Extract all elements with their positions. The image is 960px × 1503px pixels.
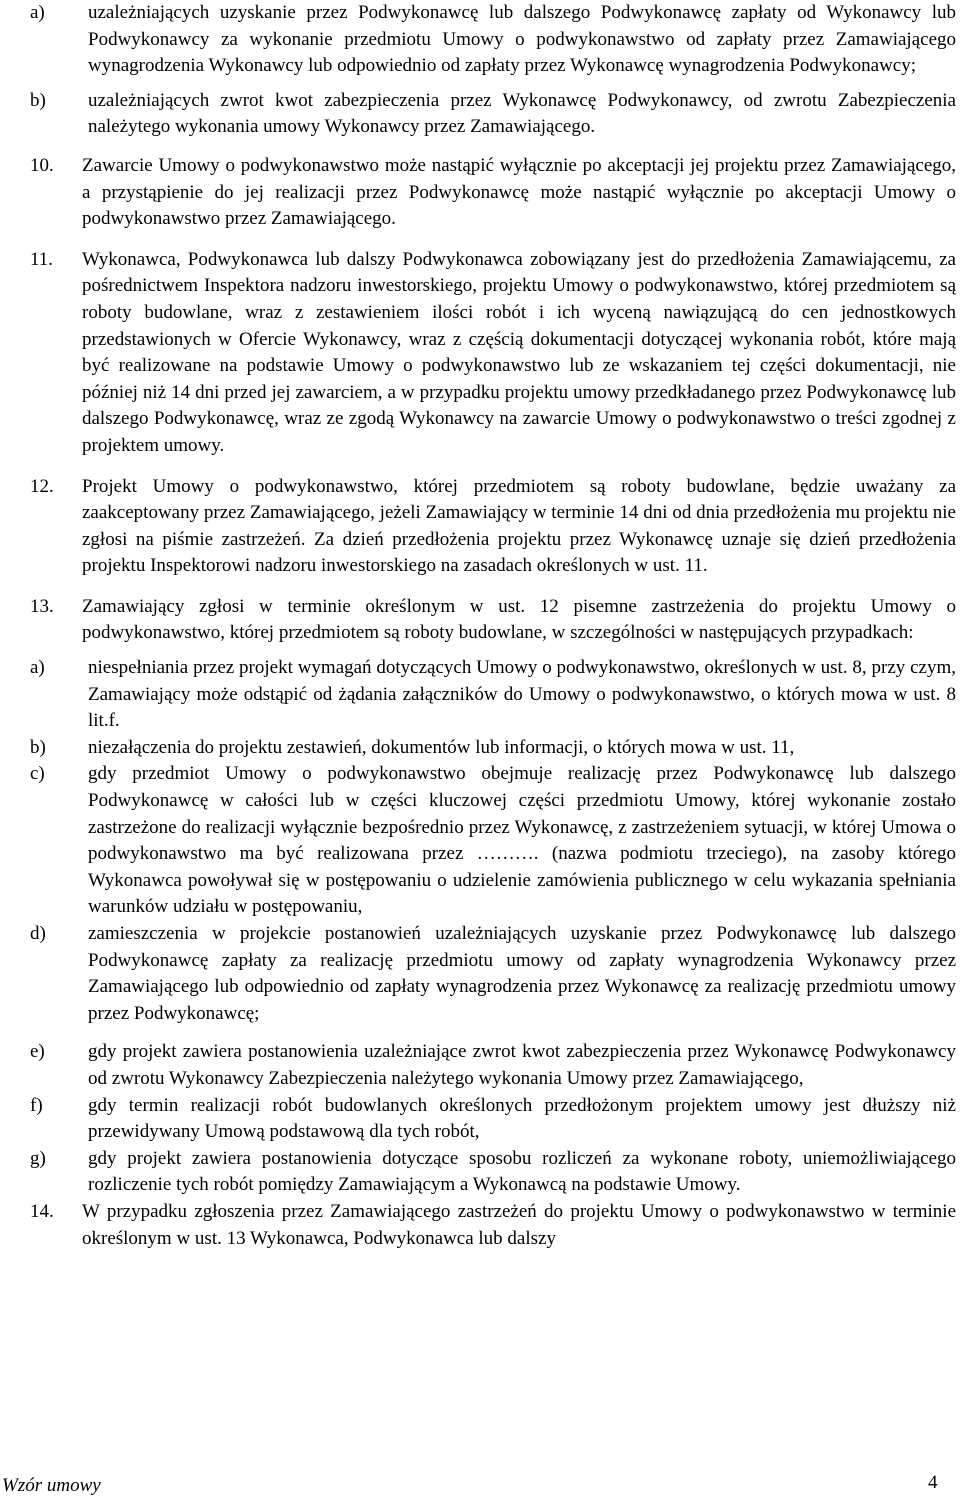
numbered-paragraph — [30, 474, 956, 580]
item-marker: d) — [30, 923, 46, 944]
footer-document-label: Wzór umowy — [2, 1475, 101, 1496]
item-text: gdy termin realizacji robót budowlanych określonych przedłożonym projektem umowy jest dłuższy niż przewidywany Umową podstawową dla tych robót, — [88, 1094, 956, 1143]
paragraph-text: Wykonawca, Podwykonawca lub dalszy Podwykonawca zobowiązany jest do przedłożenia Zamawiającemu, za pośrednictwem Inspektora nadzoru inwestorskiego, projektu Umowy o podwykonawstwo, której przedmiotem są roboty budowlane, wraz z zestawieniem ilości robót i ich wyceną nawiązującą do cen jednostkowych przedstawionych w Ofercie Wykonawcy, wraz z częścią dokumentacji dotyczącej wykonania robót, które mają być realizowane na podstawie Umowy o podwykonawstwo lub ze wskazaniem tej części dokumentacji, nie później niż 14 dni przed jej zawarciem, a w przypadku projektu umowy przedkładanego przez Podwykonawcę lub dalszego Podwykonawcę, wraz ze zgodą Wykonawcy na zawarcie Umowy o podwykonawstwo o treści zgodnej z projektem umowy. — [82, 248, 956, 456]
paragraph-number: 12. — [30, 475, 54, 497]
list-item — [30, 1146, 956, 1199]
page-content — [30, 0, 956, 1252]
paragraph-text: Projekt Umowy o podwykonawstwo, której przedmiotem są roboty budowlane, będzie uważany za zaakceptowany przez Zamawiającego, jeżeli Zamawiający w terminie 14 dni od dnia przedłożenia mu projektu nie zgłosi na piśmie zastrzeżeń. Za dzień przedłożenia projektu przez Wykonawcę uznaje się dzień przedłożenia projektu Inspektorowi nadzoru inwestorskiego na zasadach określonych w ust. 11. — [82, 475, 956, 577]
item-text: gdy przedmiot Umowy o podwykonawstwo obejmuje realizację przez Podwykonawcę lub dalszego Podwykonawcę w całości lub w części kluczowej części przedmiotu Umowy, której wykonanie zostało zastrzeżone do realizacji wyłącznie bezpośrednio przez Wykonawcę, z zastrzeżeniem sytuacji, w której Umowa o podwykonawstwo ma być realizowana przez ………. (nazwa podmiotu trzeciego), na zasoby którego Wykonawca powoływał się w postępowaniu o udzielenie zamówienia publicznego w celu wykazania spełniania warunków udziału w postępowaniu, — [88, 763, 956, 918]
item-text: gdy projekt zawiera postanowienia dotyczące sposobu rozliczeń za wykonane roboty, uniemożliwiającego rozliczenie tych robót pomiędzy Zamawiającym a Wykonawcą na podstawie Umowy. — [88, 1147, 956, 1196]
item-marker: c) — [30, 763, 45, 785]
item-marker: a) — [30, 657, 45, 679]
list-item — [30, 921, 956, 1027]
list-item — [30, 88, 956, 141]
list-item — [30, 655, 956, 735]
item-marker: e) — [30, 1041, 45, 1063]
paragraph-number: 13. — [30, 595, 54, 617]
paragraph-number: 11. — [30, 248, 54, 270]
list-item — [30, 1093, 956, 1146]
paragraph-number: 14. — [30, 1200, 54, 1222]
item-text: zamieszczenia w projekcie postanowień uzależniających uzyskanie przez Podwykonawcę lub dalszego Podwykonawcę zapłaty za realizację przedmiotu umowy od zapłaty wynagrodzenia Wykonawcy przez Zamawiającego lub odpowiednio od zapłaty wynagrodzenia przez Wykonawcę za realizację przedmiotu umowy przez Podwykonawcę; — [88, 923, 956, 1024]
item-text: gdy projekt zawiera postanowienia uzależniające zwrot kwot zabezpieczenia przez Wykonawcę Podwykonawcy od zwrotu Wykonawcy Zabezpieczenia należytego wykonania Umowy przez Zamawiającego, — [88, 1041, 956, 1089]
item-marker: a) — [30, 2, 45, 23]
page-number: 4 — [928, 1472, 938, 1493]
paragraph-text: Zamawiający zgłosi w terminie określonym w ust. 12 pisemne zastrzeżenia do projektu Umowy o podwykonawstwo, której przedmiotem są roboty budowlane, w szczególności w następujących przypadkach: — [82, 595, 956, 644]
paragraph-number: 10. — [30, 154, 54, 176]
item-text: uzależniających uzyskanie przez Podwykonawcę lub dalszego Podwykonawcę zapłaty od Wykonawcy lub Podwykonawcy za wykonanie przedmiotu Umowy o podwykonawstwo od zapłaty przez Zamawiającego wynagrodzenia Wykonawcy lub odpowiednio od zapłaty przez Wykonawcę wynagrodzenia Podwykonawcy; — [88, 2, 956, 77]
list-item — [30, 735, 956, 762]
numbered-paragraph — [30, 1199, 956, 1252]
item-text: uzależniających zwrot kwot zabezpieczenia przez Wykonawcę Podwykonawcy, od zwrotu Zabezpieczenia należytego wykonania umowy Wykonawcy przez Zamawiającego. — [88, 89, 956, 138]
item-marker: b) — [30, 89, 46, 111]
list-item — [30, 0, 956, 80]
item-marker: g) — [30, 1147, 46, 1169]
item-marker: b) — [30, 736, 46, 758]
numbered-paragraph — [30, 153, 956, 233]
paragraph-text: W przypadku zgłoszenia przez Zamawiającego zastrzeżeń do projektu Umowy o podwykonawstwo w terminie określonym w ust. 13 Wykonawca, Podwykonawca lub dalszy — [82, 1200, 956, 1249]
list-item — [30, 761, 956, 921]
numbered-paragraph — [30, 594, 956, 647]
item-text: niespełniania przez projekt wymagań dotyczących Umowy o podwykonawstwo, określonych w ust. 8, przy czym, Zamawiający może odstąpić od żądania załączników do Umowy o podwykonawstwo, o których mowa w ust. 8 lit.f. — [88, 657, 956, 732]
numbered-paragraph — [30, 247, 956, 460]
item-text: niezałączenia do projektu zestawień, dokumentów lub informacji, o których mowa w ust. 11, — [88, 736, 795, 758]
item-marker: f) — [30, 1094, 43, 1116]
list-item — [30, 1039, 956, 1092]
paragraph-text: Zawarcie Umowy o podwykonawstwo może nastąpić wyłącznie po akceptacji jej projektu przez Zamawiającego, a przystąpienie do jej realizacji przez Podwykonawcę może nastąpić wyłącznie po akceptacji Umowy o podwykonawstwo przez Zamawiającego. — [82, 154, 956, 230]
